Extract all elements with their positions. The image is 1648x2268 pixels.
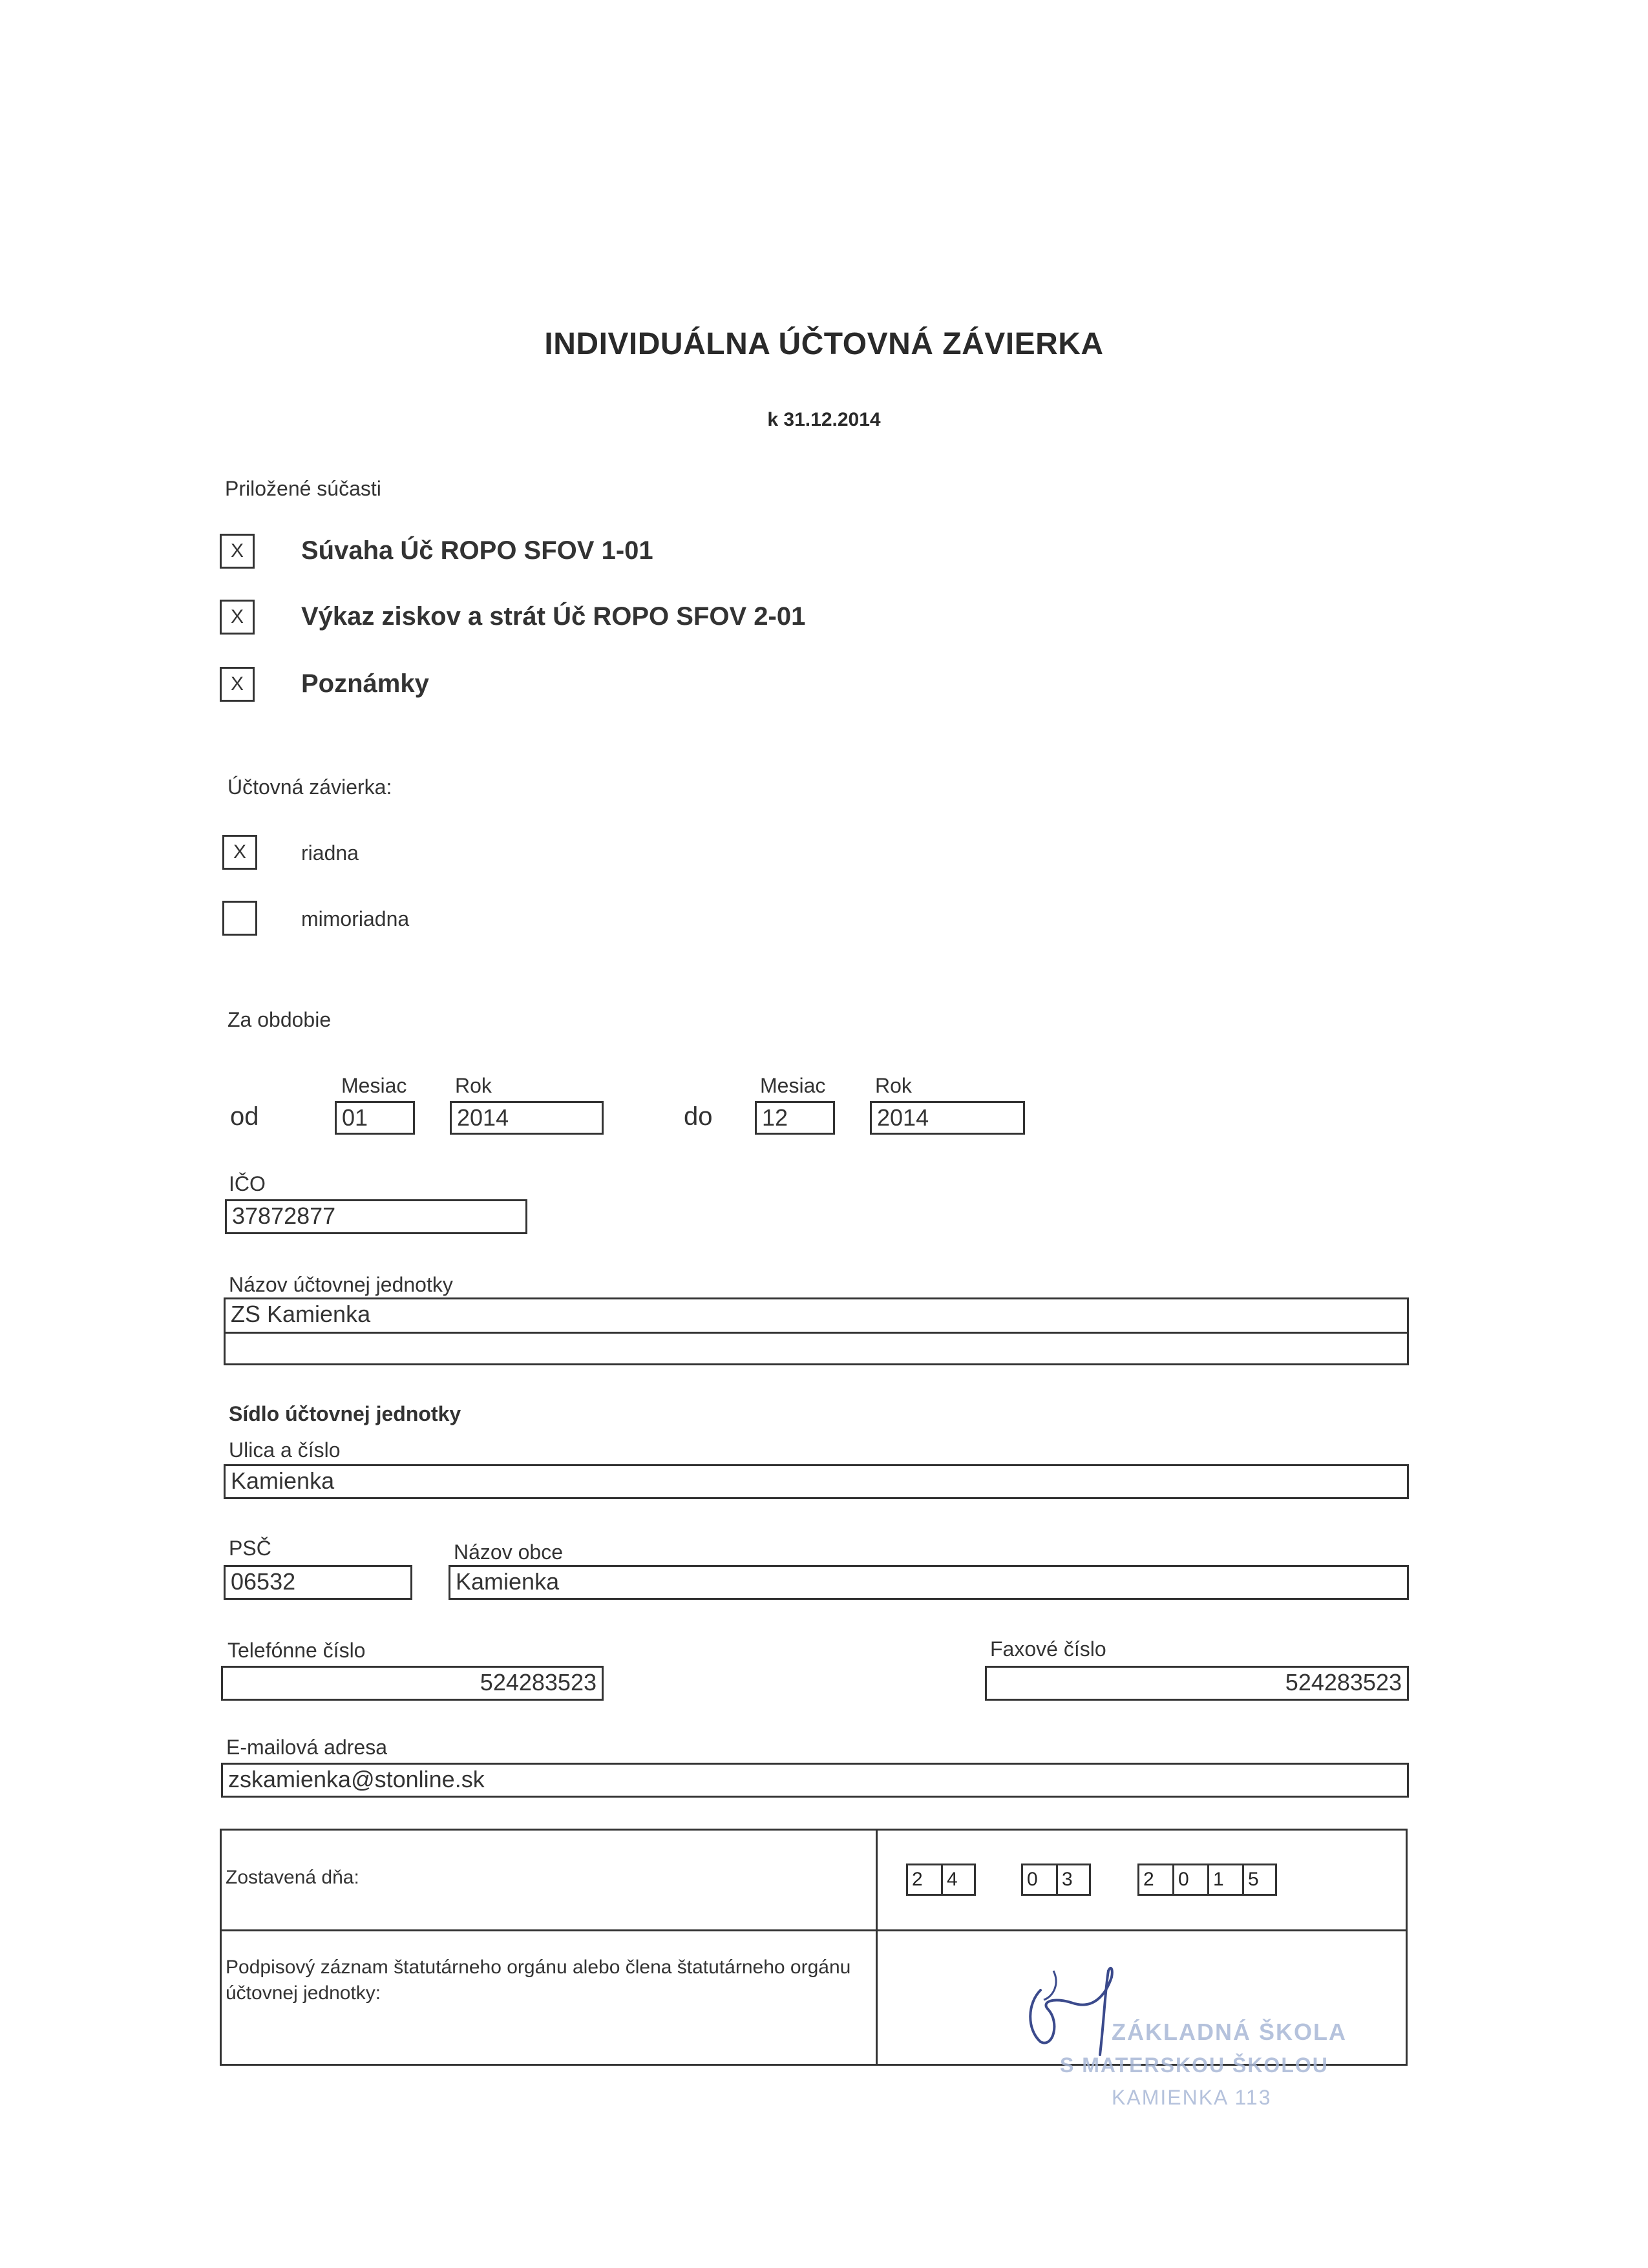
ico-label: IČO: [229, 1172, 266, 1195]
fax-field[interactable]: 524283523: [985, 1666, 1409, 1701]
from-month-field[interactable]: 01: [335, 1101, 415, 1135]
street-label: Ulica a číslo: [229, 1438, 341, 1462]
year-digit-1[interactable]: 2: [1137, 1864, 1172, 1896]
seat-heading: Sídlo účtovnej jednotky: [229, 1402, 461, 1425]
checkbox-income-statement[interactable]: X: [220, 600, 255, 635]
month-digit-1[interactable]: 0: [1021, 1864, 1056, 1896]
stamp-line-3: KAMIENKA 113: [1112, 2086, 1272, 2109]
psc-field[interactable]: 06532: [224, 1565, 412, 1600]
year-digit-3[interactable]: 1: [1207, 1864, 1242, 1896]
from-year-field[interactable]: 2014: [450, 1101, 604, 1135]
checkbox-regular[interactable]: X: [222, 835, 257, 870]
page-title: INDIVIDUÁLNA ÚČTOVNÁ ZÁVIERKA: [544, 327, 1104, 361]
phone-field[interactable]: 524283523: [221, 1666, 604, 1701]
to-year-label: Rok: [875, 1074, 912, 1097]
ico-field[interactable]: 37872877: [225, 1199, 527, 1234]
phone-label: Telefónne číslo: [227, 1639, 366, 1662]
stamp-line-1: ZÁKLADNÁ ŠKOLA: [1112, 2019, 1347, 2045]
day-digit-2[interactable]: 4: [941, 1864, 976, 1896]
year-digit-2[interactable]: 0: [1172, 1864, 1207, 1896]
checkbox-notes[interactable]: X: [220, 667, 255, 702]
checkbox-balance-sheet[interactable]: X: [220, 534, 255, 569]
compiled-date-label: Zostavená dňa:: [226, 1867, 359, 1888]
street-field[interactable]: Kamienka: [224, 1464, 1409, 1499]
to-label: do: [684, 1102, 713, 1131]
signature-label-cell: [221, 1931, 877, 2065]
label-extraordinary: mimoriadna: [301, 907, 410, 930]
label-income-statement: Výkaz ziskov a strát Úč ROPO SFOV 2-01: [301, 602, 806, 631]
city-field[interactable]: Kamienka: [449, 1565, 1409, 1600]
compiled-date-label-cell: [221, 1830, 877, 1931]
email-field[interactable]: zskamienka@stonline.sk: [221, 1763, 1409, 1798]
psc-label: PSČ: [229, 1537, 271, 1560]
entity-name-label: Názov účtovnej jednotky: [229, 1273, 453, 1296]
to-month-label: Mesiac: [760, 1074, 826, 1097]
month-digit-2[interactable]: 3: [1056, 1864, 1091, 1896]
compiled-month-boxes[interactable]: [1021, 1864, 1091, 1896]
entity-name-field-line2[interactable]: [224, 1332, 1409, 1365]
fax-label: Faxové číslo: [990, 1637, 1106, 1661]
day-digit-1[interactable]: 2: [906, 1864, 941, 1896]
label-regular: riadna: [301, 841, 359, 865]
year-digit-4[interactable]: 5: [1242, 1864, 1277, 1896]
email-label: E-mailová adresa: [226, 1736, 387, 1759]
stamp-line-2: S MATERSKOU ŠKOLOU: [1060, 2053, 1329, 2077]
signature-label: Podpisový záznam štatutárneho orgánu alebo člena štatutárneho orgánu účtovnej jednotky:: [226, 1957, 851, 2004]
compiled-year-boxes[interactable]: [1137, 1864, 1277, 1896]
compiled-day-boxes[interactable]: [906, 1864, 976, 1896]
to-month-field[interactable]: 12: [755, 1101, 835, 1135]
label-balance-sheet: Súvaha Úč ROPO SFOV 1-01: [301, 536, 653, 565]
from-year-label: Rok: [455, 1074, 492, 1097]
period-heading: Za obdobie: [227, 1008, 332, 1031]
date-line: k 31.12.2014: [767, 409, 881, 430]
to-year-field[interactable]: 2014: [870, 1101, 1025, 1135]
handwritten-signature-icon: [1015, 1951, 1157, 2061]
closing-type-heading: Účtovná závierka:: [227, 775, 392, 799]
from-month-label: Mesiac: [341, 1074, 407, 1097]
parts-heading: Priložené súčasti: [225, 477, 381, 500]
city-label: Názov obce: [454, 1540, 563, 1564]
checkbox-extraordinary[interactable]: [222, 901, 257, 936]
entity-name-field-line1[interactable]: ZS Kamienka: [224, 1297, 1409, 1334]
from-label: od: [230, 1102, 259, 1131]
label-notes: Poznámky: [301, 669, 429, 698]
